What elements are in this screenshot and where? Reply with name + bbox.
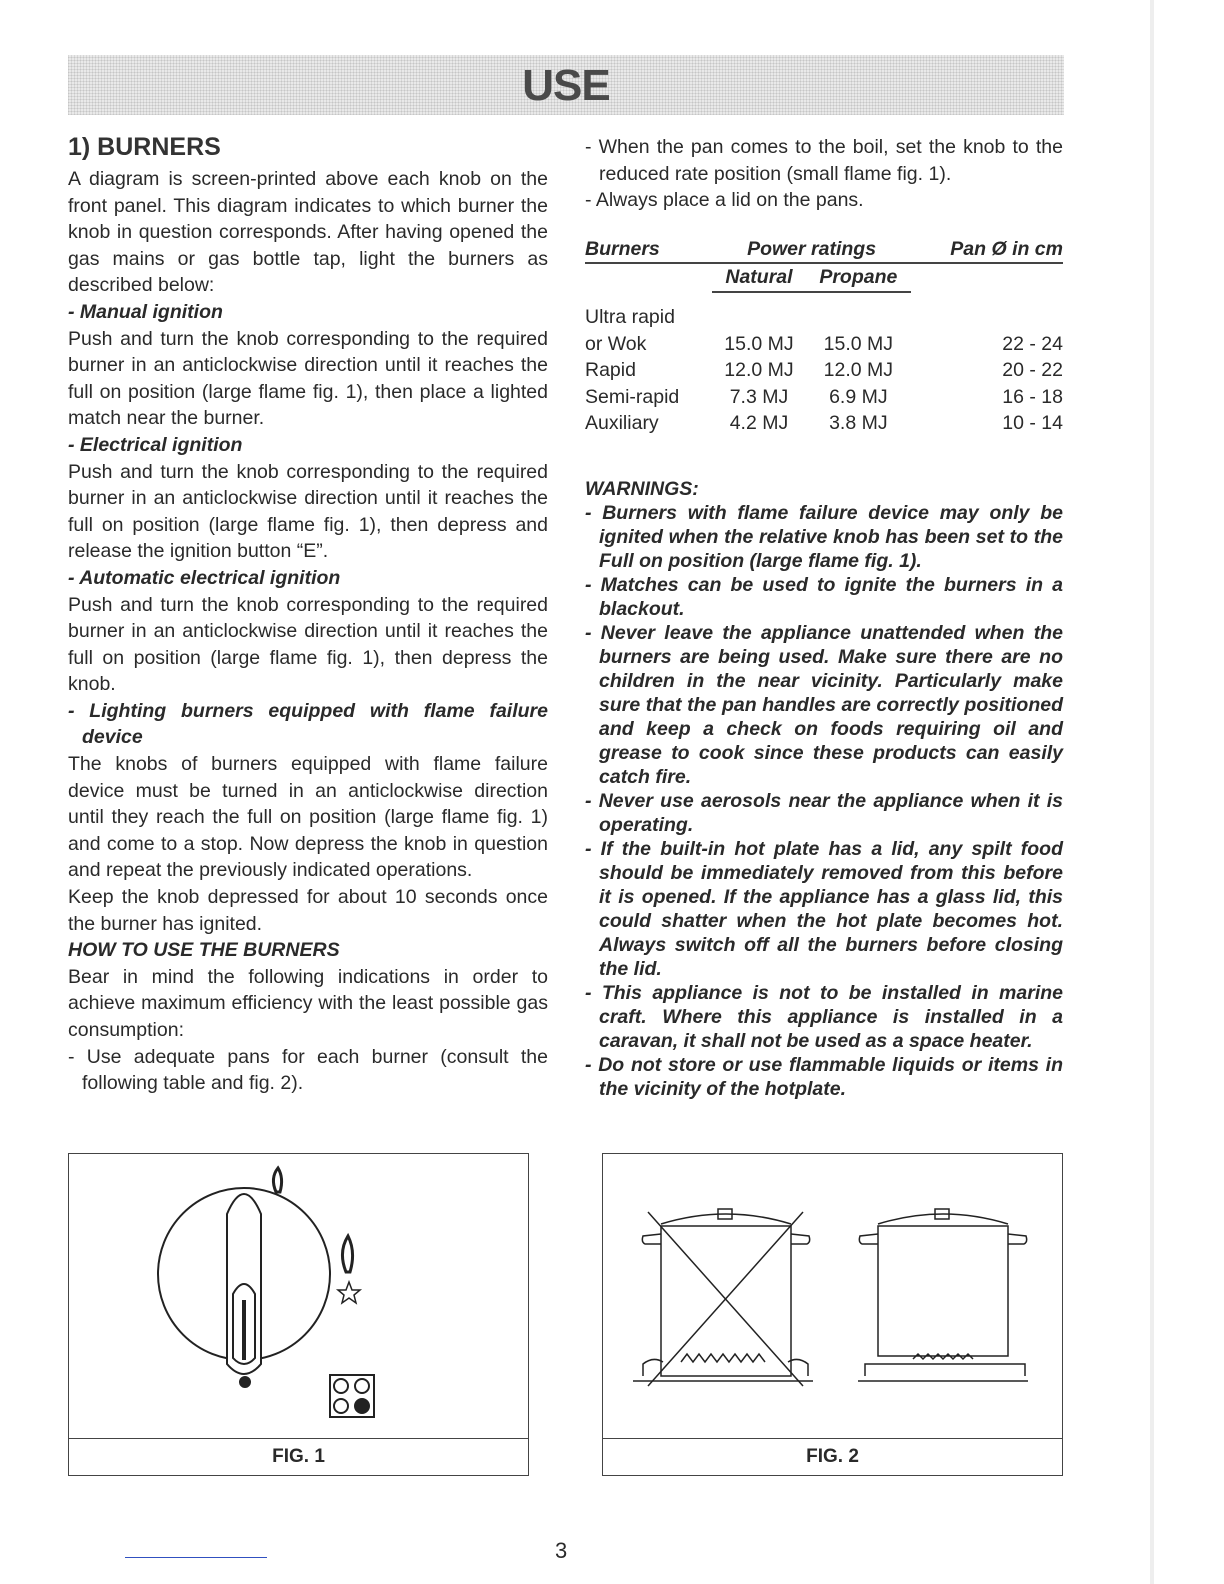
burner-name: Ultra rapid (585, 305, 675, 328)
propane-value: 3.8 MJ (829, 412, 888, 435)
table-row (585, 331, 1063, 358)
col-propane: Propane (806, 263, 911, 292)
wrong-pan-illustration (633, 1209, 813, 1386)
electrical-ignition-text: Push and turn the knob corresponding to the required burner in an anticlockwise direction until it reaches the full on position (large flame fig. 1), then depress and release the ignition button “E”. (68, 460, 548, 563)
warnings (585, 477, 1063, 1101)
burner-name: Auxiliary (585, 412, 659, 435)
ffd-text: The knobs of burners equipped with flame failure device must be turned in an anticlockwise direction until they reach the full on position (large flame fig. 1) and come to a stop. Now depress the knob in question and repeat the previously indicated operations. (68, 753, 548, 882)
how-to-text: Bear in mind the following indications in order to achieve maximum efficiency with the least possible gas consumption: (68, 965, 548, 1041)
intro-text: A diagram is screen-printed above each knob on the front panel. This diagram indicates to which burner the knob in question corresponds. After having opened the gas mains or gas bottle tap, light the burners as described below: (68, 168, 548, 297)
how-to-item-3: - Always place a lid on the pans. (585, 189, 864, 212)
electrical-ignition-title: - Electrical ignition (68, 433, 243, 456)
warning-item: - Matches can be used to ignite the burners in a blackout. (585, 573, 1063, 620)
table-row (585, 304, 1063, 331)
footer-line (125, 1557, 267, 1558)
off-dot (240, 1377, 250, 1387)
section-title: USE (522, 61, 610, 110)
ffd-text-2: Keep the knob depressed for about 10 seconds once the burner has ignited. (68, 886, 548, 935)
warning-item: - Never use aerosols near the appliance when it is operating. (585, 789, 1063, 836)
col-natural: Natural (712, 263, 806, 292)
burner-name: Rapid (585, 359, 636, 382)
page-edge-shadow (1150, 0, 1154, 1584)
burner-name: or Wok (585, 332, 647, 355)
correct-pan-illustration (858, 1209, 1028, 1381)
natural-value: 4.2 MJ (729, 412, 789, 435)
pan-value: 16 - 18 (1002, 385, 1063, 408)
warning-item: - Do not store or use flammable liquids or items in the vicinity of the hotplate. (585, 1053, 1063, 1100)
propane-value: 15.0 MJ (823, 332, 894, 355)
natural-value: 12.0 MJ (724, 359, 794, 382)
col-burners: Burners (585, 236, 712, 264)
warning-item: - Never leave the appliance unattended when the burners are being used. Make sure there are no children in the near vicinity. Particularly make sure that the pan handles are correctly positioned and keep a check on foods requiring oil and grease to cook since these products can easily catch fire. (585, 621, 1063, 788)
propane-value: 12.0 MJ (823, 359, 894, 382)
propane-value: 6.9 MJ (829, 385, 888, 408)
auto-ignition-text: Push and turn the knob corresponding to the required burner in an anticlockwise direction until it reaches the full on position (large flame fig. 1), then depress the knob. (68, 593, 548, 696)
burner-name: Semi-rapid (585, 385, 680, 408)
warnings-title: WARNINGS: (585, 477, 699, 500)
table-row (585, 357, 1063, 384)
large-flame-icon (273, 1168, 281, 1192)
pan-value: 22 - 24 (1002, 332, 1063, 355)
col-pan: Pan Ø in cm (911, 236, 1063, 264)
figure-1 (68, 1153, 529, 1476)
col-power: Power ratings (712, 236, 911, 264)
left-column (68, 130, 548, 1097)
manual-ignition-title: - Manual ignition (68, 300, 223, 323)
how-to-title: HOW TO USE THE BURNERS (68, 939, 340, 962)
auto-ignition-title: - Automatic electrical ignition (68, 566, 341, 589)
burner-table (585, 236, 1063, 437)
pan-size-diagram (603, 1154, 1062, 1439)
table-row (585, 384, 1063, 411)
pan-value: 10 - 14 (1002, 412, 1063, 435)
warning-item: - If the built-in hot plate has a lid, any spilt food should be immediately removed from this before it is opened. If the appliance has a glass lid, this could shatter when the hot plate becomes hot. Always switch off all the burners before closing the lid. (585, 837, 1063, 980)
how-to-item-2: - When the pan comes to the boil, set the knob to the reduced rate position (small flame fig. 1). (585, 136, 1063, 185)
warning-item: - Burners with flame failure device may only be ignited when the relative knob has been set to the Full on position (large flame fig. 1). (585, 501, 1063, 572)
page-number: 3 (555, 1538, 568, 1563)
natural-value: 7.3 MJ (729, 385, 789, 408)
right-column (585, 134, 1063, 1101)
figure-1-caption: FIG. 1 (69, 1438, 528, 1475)
pan-value: 20 - 22 (1002, 359, 1063, 382)
ffd-title: - Lighting burners equipped with flame failure device (68, 699, 548, 749)
how-to-item-1: - Use adequate pans for each burner (consult the following table and fig. 2). (68, 1045, 548, 1095)
figure-2-caption: FIG. 2 (603, 1438, 1062, 1475)
manual-ignition-text: Push and turn the knob corresponding to the required burner in an anticlockwise direction until it reaches the full on position (large flame fig. 1), then place a lighted match near the burner. (68, 327, 548, 430)
section-banner (68, 55, 1064, 115)
burners-heading: 1) BURNERS (68, 133, 221, 161)
warning-item: - This appliance is not to be installed in marine craft. Where this appliance is installed in a caravan, it shall not be used as a space heater. (585, 981, 1063, 1052)
table-row (585, 410, 1063, 437)
figure-2 (602, 1153, 1063, 1476)
natural-value: 15.0 MJ (724, 332, 794, 355)
small-flame-icon (342, 1236, 352, 1272)
ignition-star-icon (338, 1282, 360, 1303)
knob-diagram (69, 1154, 528, 1439)
